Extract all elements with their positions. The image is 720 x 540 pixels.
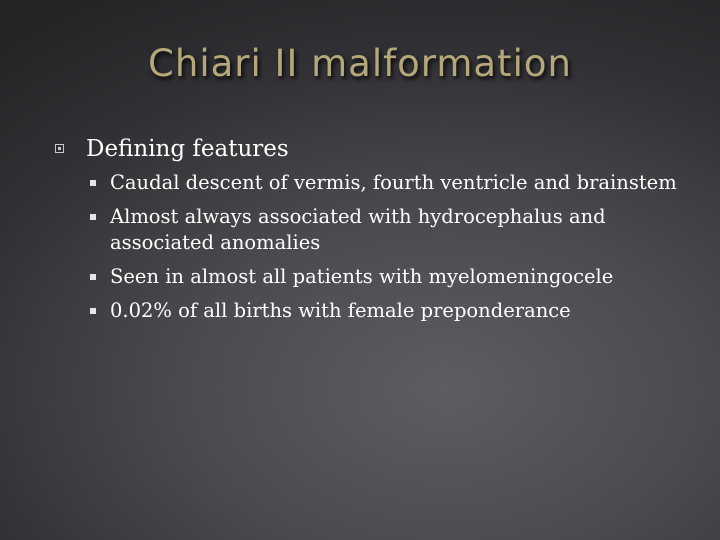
sub-bullet-item [110, 170, 680, 196]
sub-bullet-list [50, 170, 680, 324]
sub-bullet-text: Caudal descent of vermis, fourth ventricle and brainstem [110, 171, 677, 194]
small-square-bullet-icon [90, 214, 96, 220]
slide-content [50, 134, 680, 332]
sub-bullet-text: Almost always associated with hydrocephalus and associated anomalies [110, 205, 606, 254]
small-square-bullet-icon [90, 308, 96, 314]
bullet-level1 [50, 134, 680, 164]
slide-title: Chiari II malformation [148, 42, 572, 85]
bullet-text: Defining features [86, 136, 289, 162]
square-bullet-icon [55, 144, 64, 153]
small-square-bullet-icon [90, 180, 96, 186]
sub-bullet-item [110, 298, 680, 324]
small-square-bullet-icon [90, 274, 96, 280]
sub-bullet-item [110, 204, 680, 256]
sub-bullet-text: Seen in almost all patients with myelomeningocele [110, 265, 614, 288]
sub-bullet-text: 0.02% of all births with female preponderance [110, 299, 571, 322]
sub-bullet-item [110, 264, 680, 290]
